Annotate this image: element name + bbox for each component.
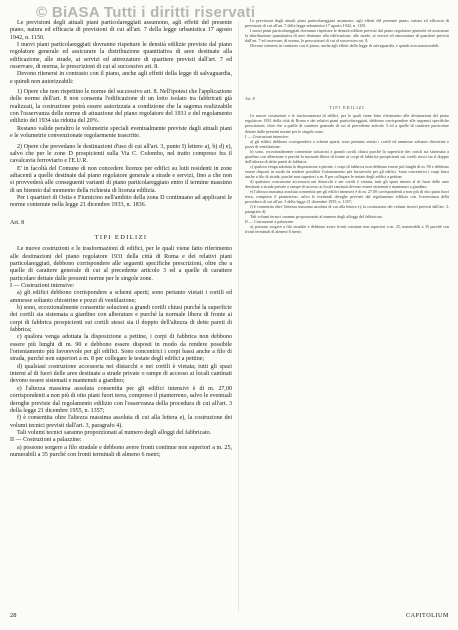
rule-item: f) è consentita oltre l'altezza massima assoluta di cui alla lettera e), la costruzione dei volumi tecnici previsti dall'art. 3, paragrafo 4).: [10, 415, 232, 429]
rule-item: c) qualora venga adottata la disposizione a pettine, i corpi di fabbrica non debbono essere più lunghi di m. 90 e debbono essere disposti in modo da rendere possibile l'orientamento più favorevole per gli edifici. Sono concentrici i corpi bassi anche a filo di strada, purché non superiori a m. 8 per collegare le testate degli edifici a pettine;: [245, 163, 449, 179]
paragraph: 1) Opere che non rispettino le norme del successivo art. 8. Nell'ipotesi che l'applicazione delle norme dell'art. 8 non consenta l'edificazione di un lotto isolato tra fabbricati già realizzati, la costruzione potrà essere autorizzata a condizione che la sagoma realizzabile con l'osservanza delle norme di attuazione del piano regolatore del 1931 e del regolamento edilizio del 1934 sia ridotta del 20%.: [10, 89, 232, 125]
paragraph: I nuovi piani particolareggiati dovranno rispettare le densità edilizie previste dal piano regolatore generale ed assicurare la distribuzione quantitativa di aree destinate alla edificazione, alle strade, ai servizi ed attrezzature di quartiere previsti dall'art. 7 ed osservare, di norma, le prescrizioni di cui al successivo art. 8.: [245, 28, 449, 44]
paragraph: Le previsioni degli attuali piani particolareggiati assumono, agli effetti del presente piano, natura ed efficacia di previsioni di cui all'art. 7 della legge urbanistica 17 agosto 1942, n. 1150.: [245, 18, 449, 29]
paragraph: Le nuove costruzioni e le trasformazioni di edifici, per le quali viene fatto riferimento alle destinazioni del piano regolatore 1931 della città di Roma e dei relativi piani particolareggiati, debbono corrispondere alle seguenti specifiche prescrizioni, oltre che a quelle di carattere generale di cui al precedente articolo 3 ed a quelle di carattere particolare dettate dalle presenti norme per le singole zone.: [245, 113, 449, 134]
rule-item: c) qualora venga adottata la disposizione a pettine, i corpi di fabbrica non debbono essere più lunghi di m. 90 e debbono essere disposti in modo da rendere possibile l'orientamento più favorevole per gli edifici. Sono concentrici i corpi bassi anche a filo di strada, purché non superiori a m. 8 per collegare le testate degli edifici a pettine;: [10, 334, 232, 363]
paragraph: Le previsioni degli attuali piani particolareggiati assumono, agli effetti del presente piano, natura ed efficacia di previsioni di cui all'art. 7 della legge urbanistica 17 agosto 1942, n. 1150.: [10, 20, 232, 41]
publication-label: CAPITOLIUM: [405, 612, 449, 619]
paragraph: E' in facoltà del Comune di non concedere licenze per edifici su lotti residenti in zone adiacenti a quelle destinate dal piano regolatore generale a strade e servizi, fino a che non si provvederà alle conseguenti varianti di piano particolareggiato entro il termine massimo di un biennio dal momento della richiesta di licenza edilizia.: [10, 165, 232, 194]
paragraph: Per i quartieri di Ostia e Fiumicino nell'ambito della zona D continuano ad applicarsi le norme contenute nella legge 21 dicembre 1933, n. 1836.: [10, 194, 232, 209]
rule-heading: II — Costruzioni a palazzine:: [10, 437, 82, 444]
article-label: Art. 8: [10, 219, 25, 226]
rule-item: a) gli edifici debbono corrispondere a schemi aperti; sono pertanto vietati i cortili ed ammesse soltanto chiostrine e pozzi di ventilazione;: [10, 290, 232, 304]
paragraph: Devono ritenersi in contrasto con il piano, anche agli effetti della legge di salvaguardia, e quindi non autorizzabili:: [250, 43, 440, 49]
paragraph: Le nuove costruzioni e le trasformazioni di edifici, per le quali viene fatto riferimento alle destinazioni del piano regolatore 1931 della città di Roma e dei relativi piani particolareggiati, debbono corrispondere alle seguenti specifiche prescrizioni, oltre che a quelle di carattere generale di cui al precedente articolo 3 ed a quelle di carattere particolare dettate dalle presenti norme per le singole zone.: [10, 246, 232, 282]
rule-heading: II — Costruzioni a palazzine:: [245, 219, 294, 225]
section-title: TIPI EDILIZI: [94, 233, 148, 241]
rule-item: Tali volumi tecnici saranno proporzionati al numero degli alloggi del fabbricato.: [17, 429, 212, 436]
section-title: TIPI EDILIZI: [329, 105, 365, 111]
rule-item: e) l'altezza massima assoluta consentita per gli edifici intensivi è di m. 27,00 corrispondenti a non più di otto piani fuori terra, compreso il pianterreno, salvo le eventuali deroghe previste dal regolamento edilizio con l'osservanza della procedura di cui all'art. 3 della legge 21 dicembre 1955, n. 1357;: [245, 189, 449, 205]
rule-item: d) qualsiasi costruzione accessoria nei distacchi e nei cortili è vietata; tutti gli spazi interni al di fuori delle aree destinate a strade private o rampe di accesso ai locali cantinati devono essere sistemati e mantenuti a giardino;: [10, 363, 232, 385]
watermark: © BiASA Tutti i diritti riservati: [36, 4, 256, 21]
paragraph: Restano valide peraltro le volumetrie speciali eventualmente previste dagli attuali piani e le volumetrie convenzionate regolarmente trascritte.: [10, 125, 232, 140]
rule-item: b) sono, eccezionalmente consentite soluzioni a grandi cortili chiusi purché la superficie dei cortili sia sistemata a giardino con alberature e purché la normale libera di fronte ai corpi di fabbrica prospicienti sui cortili stessi sia il doppio dell'altezza di dette pareti di fabbrica;: [10, 305, 232, 334]
paragraph: 2) Opere che prevedano le destinazioni d'uso di cui all'art. 3, punto I) lettere a), b) d) e), salvo che per le zone D prospicienti sulla Via C. Colombo, nel tratto compreso fra il cavalcavia ferroviario e l'E.U.R.: [10, 143, 232, 165]
rule-item: a) possono sorgere a filo stradale e debbono avere fronti continue non superiori a m. 25, numerabili a 35 purché con fronti terminali di almeno 6 metri;: [10, 444, 232, 458]
article-label: Art. 8: [245, 96, 255, 102]
rule-heading: I — Costruzioni intensive:: [245, 133, 290, 139]
left-column: [10, 20, 232, 459]
rule-item: f) è consentita oltre l'altezza massima assoluta di cui alla lettera e), la costruzione dei volumi tecnici previsti dall'art. 3, paragrafo 4).: [245, 204, 449, 215]
paragraph: I nuovi piani particolareggiati dovranno rispettare le densità edilizie previste dal piano regolatore generale ed assicurare la distribuzione quantitativa di aree destinate alla edificazione, alle strade, ai servizi ed attrezzature di quartiere previsti dall'art. 7 ed osservare, di norma, le prescrizioni di cui al successivo art. 8.: [10, 42, 232, 71]
rule-item: d) qualsiasi costruzione accessoria nei distacchi e nei cortili è vietata; tutti gli spazi interni al di fuori delle aree destinate a strade private o rampe di accesso ai locali cantinati devono essere sistemati e mantenuti a giardino;: [245, 178, 449, 190]
rule-item: a) possono sorgere a filo stradale e debbono avere fronti continue non superiori a m. 25, numerabili a 35 purché con fronti terminali di almeno 6 metri;: [245, 224, 449, 235]
page-number: 28: [10, 612, 17, 619]
rule-item: e) l'altezza massima assoluta consentita per gli edifici intensivi è di m. 27,00 corrispondenti a non più di otto piani fuori terra, compreso il pianterreno, salvo le eventuali deroghe previste dal regolamento edilizio con l'osservanza della procedura di cui all'art. 3 della legge 21 dicembre 1955, n. 1357;: [10, 385, 232, 414]
paragraph: Devono ritenersi in contrasto con il piano, anche agli effetti della legge di salvaguardia, e quindi non autorizzabili:: [10, 71, 232, 85]
right-column: [245, 18, 449, 235]
rule-item: b) sono, eccezionalmente consentite soluzioni a grandi cortili chiusi purché la superficie dei cortili sia sistemata a giardino con alberature e purché la normale libera di fronte ai corpi di fabbrica prospicienti sui cortili stessi sia il doppio dell'altezza di dette pareti di fabbrica;: [245, 148, 449, 164]
rule-heading: I — Costruzioni intensive:: [10, 283, 75, 289]
column-divider: [238, 22, 239, 612]
rule-item: a) gli edifici debbono corrispondere a schemi aperti; sono pertanto vietati i cortili ed ammesse soltanto chiostrine e pozzi di ventilazione;: [245, 138, 449, 149]
rule-item: Tali volumi tecnici saranno proporzionati al numero degli alloggi del fabbricato.: [250, 214, 383, 220]
